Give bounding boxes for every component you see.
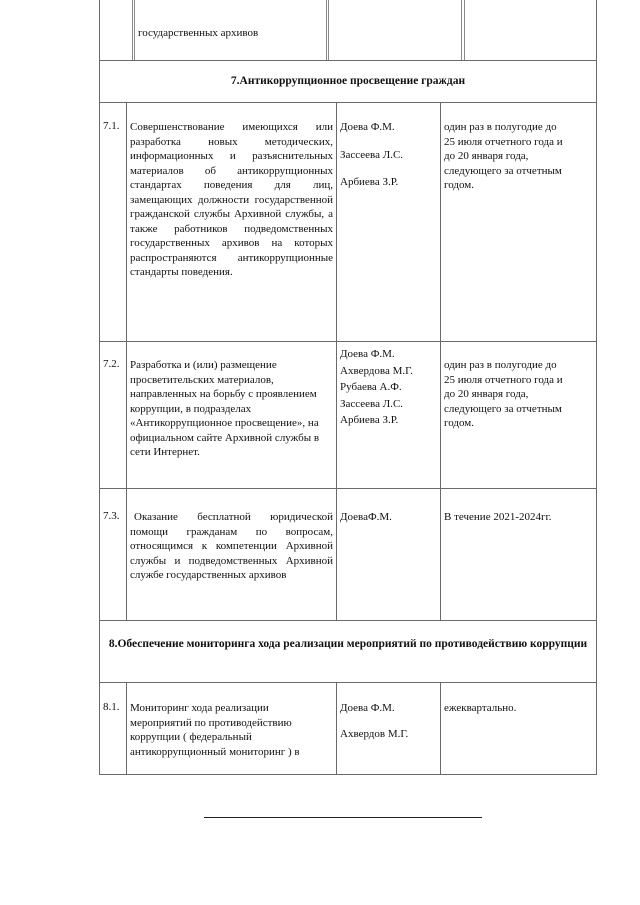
row-deadline: [444, 701, 594, 716]
row-responsible: [340, 120, 436, 190]
deadline-line: один раз в полугодие до: [444, 121, 557, 133]
responsible-person: Доева Ф.М.: [340, 348, 395, 360]
table-border-h: [99, 102, 597, 103]
responsible-person: Ахвердова М.Г.: [340, 364, 413, 377]
responsible-person: Зассеева Л.С.: [340, 397, 404, 410]
deadline-line: В течение 2021-2024гг.: [444, 511, 552, 523]
table-border-h: [99, 774, 597, 775]
table-border-left: [99, 0, 100, 775]
section-8-heading: 8.Обеспечение мониторинга хода реализации мероприятий по противодействию коррупции: [108, 638, 588, 650]
row-activity: Совершенствование имеющихся или разработка новых методических, информационных и разъяснительных материалов об антикоррупционных стандартах поведения для лиц, замещающих должности государственной гражданской службы Архивной службы, а также работников подведомственных государственных архивов на которых распространяются антикоррупционные стандарты поведения.: [130, 121, 333, 278]
responsible-person: Арбиева З.Р.: [340, 176, 399, 188]
deadline-line: ежеквартально.: [444, 702, 517, 714]
responsible-person: Ахвердов М.Г.: [340, 727, 409, 740]
table-border-inner: [126, 102, 127, 620]
table-border-h: [99, 488, 597, 489]
top-row-text: государственных архивов: [138, 27, 259, 39]
row-responsible: [340, 701, 436, 741]
row-deadline: [444, 120, 594, 193]
table-border-inner: [132, 0, 133, 60]
table-border-inner: [336, 682, 337, 774]
deadline-line: 25 июля отчетного года и: [444, 373, 563, 386]
responsible-person: Зассеева Л.С.: [340, 148, 404, 161]
deadline-line: до 20 января года,: [444, 150, 529, 162]
deadline-line: годом.: [444, 417, 475, 429]
table-border-inner: [328, 0, 329, 60]
table-border-inner: [336, 102, 337, 620]
row-number: 7.3.: [103, 510, 120, 522]
row-activity: Оказание бесплатной юридической помощи гражданам по вопросам, относящимся к компетенции Архивной службы и подведомственных Архивной службе государственных архивов: [130, 511, 333, 581]
table-border-inner: [326, 0, 327, 60]
table-border-h: [99, 620, 597, 621]
row-number: 8.1.: [103, 701, 120, 713]
table-border-inner: [440, 682, 441, 774]
section-7-heading: 7.Антикоррупционное просвещение граждан: [230, 75, 466, 87]
table-border-inner: [440, 102, 441, 620]
responsible-person: Рубаева А.Ф.: [340, 381, 402, 393]
row-number: 7.2.: [103, 358, 120, 370]
table-border-right: [596, 0, 597, 775]
deadline-line: до 20 января года,: [444, 388, 529, 400]
row-responsible: [340, 510, 436, 525]
deadline-line: один раз в полугодие до: [444, 359, 557, 371]
table-border-inner: [461, 0, 462, 60]
responsible-person: Арбиева З.Р.: [340, 414, 399, 426]
row-deadline: [444, 510, 594, 525]
row-activity: Мониторинг хода реализации мероприятий по противодействию коррупции ( федеральный антикоррупционный мониторинг ) в: [130, 702, 300, 758]
footer-separator: [204, 817, 482, 818]
responsible-person: Доева Ф.М.: [340, 121, 395, 133]
table-border-h: [99, 60, 597, 61]
table-border-inner: [134, 0, 135, 60]
table-border-h: [99, 341, 597, 342]
deadline-line: следующего за отчетным: [444, 164, 562, 177]
row-deadline: [444, 358, 594, 431]
deadline-line: годом.: [444, 179, 475, 191]
responsible-person: ДоеваФ.М.: [340, 511, 392, 523]
row-activity: Разработка и (или) размещение просветительских материалов, направленных на борьбу с проявлением коррупции, в подразделах «Антикоррупционное просвещение», на официальном сайте Архивной службы в сети Интернет.: [130, 359, 320, 458]
table-border-inner: [126, 682, 127, 774]
table-border-inner: [464, 0, 465, 60]
table-border-h: [99, 682, 597, 683]
deadline-line: следующего за отчетным: [444, 402, 562, 415]
row-responsible: [340, 346, 436, 429]
responsible-person: Доева Ф.М.: [340, 702, 395, 714]
deadline-line: 25 июля отчетного года и: [444, 135, 563, 148]
row-number: 7.1.: [103, 120, 120, 132]
